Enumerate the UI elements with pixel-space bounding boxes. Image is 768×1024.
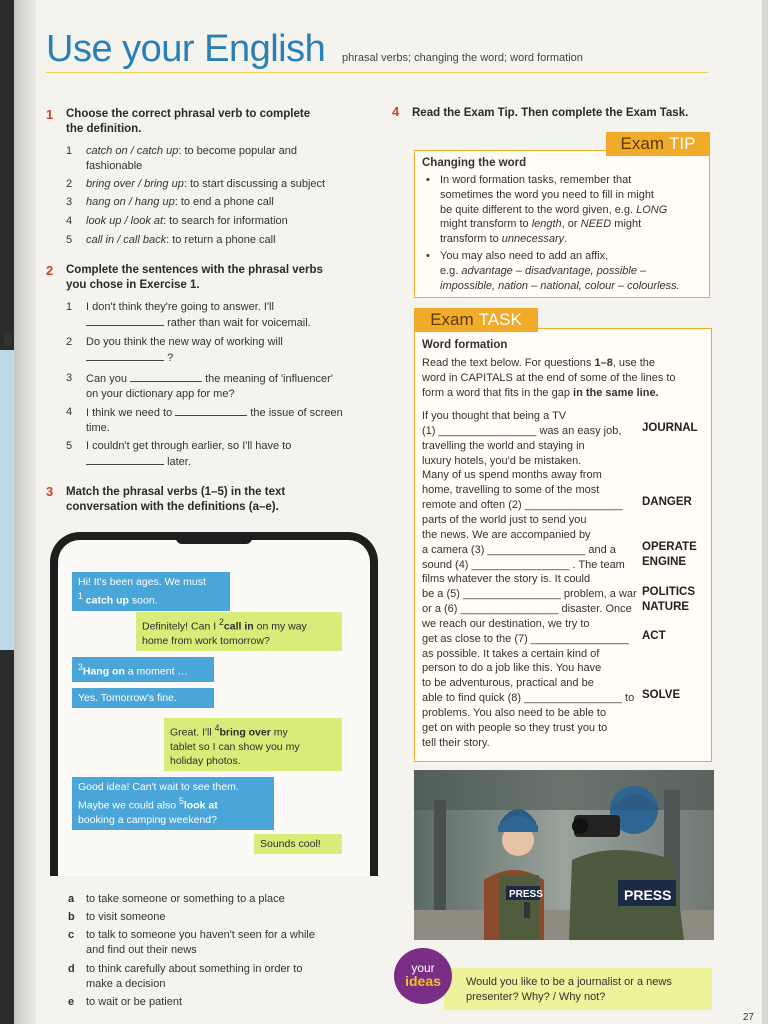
chat-text: tablet so I can show you my (170, 740, 300, 753)
exercise-2-heading (66, 263, 323, 293)
phrasal-verb-choice: look up / look at (86, 215, 164, 227)
chat-bubble-outgoing (164, 718, 342, 771)
tip-text: might transform to (440, 218, 529, 231)
your-ideas-question (466, 975, 672, 1005)
definition-text: fashionable (86, 160, 143, 172)
definition-letter: b (68, 911, 75, 923)
item-number: 2 (66, 178, 73, 190)
chat-superscript: 4 (214, 723, 220, 733)
exam-task-instructions (422, 356, 708, 400)
bullet-icon: • (426, 174, 430, 186)
exercise-1-item (66, 144, 366, 174)
definition-item (68, 962, 368, 992)
tip-text: . (564, 233, 568, 246)
exam-task-heading: Word formation (422, 339, 508, 351)
exercise-4-heading: Read the Exam Tip. Then complete the Exam Task. (412, 107, 689, 119)
phrasal-verb-choice: call in / call back (86, 234, 167, 246)
exercise-2-item (66, 439, 366, 469)
tip-example: advantage – disadvantage, possible – (461, 264, 647, 277)
chat-superscript: 3 (78, 662, 83, 672)
exam-task-line: luxury hotels, you'd be mistaken. (422, 454, 582, 467)
definition-text: : to return a phone call (166, 234, 276, 246)
exercise-2-number: 2 (46, 263, 54, 278)
answer-blank[interactable] (130, 371, 202, 382)
phrasal-verb-choice: catch on / catch up (86, 145, 179, 157)
chat-bubble-incoming (72, 657, 214, 682)
keyword: NATURE (642, 601, 690, 613)
instruction-text: word in CAPITALS at the end of some of the lines to (422, 371, 676, 384)
chat-phrasal-verb: call in (223, 620, 254, 633)
exam-task-label: Exam (430, 310, 474, 329)
chat-bubble-outgoing (136, 612, 342, 651)
exercise-1-heading (66, 107, 310, 137)
exercise-2-item (66, 335, 366, 365)
chat-bubble-incoming (72, 777, 274, 830)
tip-text: In word formation tasks, remember that (440, 174, 632, 186)
exercise-3-heading (66, 485, 285, 515)
exam-task-line: parts of the world just to send you (422, 513, 587, 526)
tip-text: might (614, 218, 642, 231)
exam-task-line: get on with people so they trust you to (422, 721, 608, 734)
badge-text-accent: ideas (405, 973, 441, 989)
tip-text: , or (561, 218, 578, 231)
definition-text: to talk to someone you haven't seen for a while (86, 929, 315, 941)
exam-task-line: we reach our destination, we try to (422, 617, 590, 630)
sentence-text: I think we need to (86, 407, 173, 419)
exercise-1-number: 1 (46, 107, 54, 122)
exercise-2-heading-line: you chose in Exercise 1. (66, 279, 200, 291)
item-number: 4 (66, 215, 73, 227)
tip-text: e.g. (440, 264, 459, 277)
exam-task-line: (1) ________________ was an easy job, (422, 424, 622, 437)
exam-task-line: sound (4) ________________ . The team (422, 558, 625, 571)
chat-text: holiday photos. (170, 754, 241, 767)
chat-text: Good idea! Can't wait to see them. (78, 781, 239, 793)
definition-letter: d (68, 963, 75, 975)
definition-text: to take someone or something to a place (86, 893, 285, 905)
exam-tip-bullet-2 (440, 249, 706, 293)
exercise-1-heading-line: the definition. (66, 123, 142, 135)
chat-text: Yes. Tomorrow's fine. (78, 692, 177, 704)
exercise-3-heading-line: Match the phrasal verbs (1–5) in the text (66, 486, 286, 498)
definition-item (68, 910, 368, 925)
chat-text: soon. (131, 594, 158, 607)
definition-letter: e (68, 996, 75, 1008)
tip-text: sometimes the word you need to fill in might (440, 188, 654, 201)
definition-letter: c (68, 929, 75, 941)
item-number: 1 (66, 145, 73, 157)
exercise-4-number: 4 (392, 104, 400, 119)
tip-text: be quite different to the word given, e.g. (440, 203, 634, 216)
chat-bubble-incoming (72, 688, 214, 708)
instruction-text: Read the text below. For questions (422, 357, 592, 369)
page-subtitle: phrasal verbs; changing the word; word formation (342, 52, 583, 64)
tip-example: length (531, 218, 562, 231)
tip-example: impossible, nation – national, colour – colourless. (440, 279, 680, 292)
answer-blank[interactable] (86, 350, 164, 361)
keyword: POLITICS (642, 586, 696, 598)
chat-text: Sounds cool! (260, 838, 321, 850)
exam-tip-heading: Changing the word (422, 157, 527, 169)
bullet-icon: • (426, 250, 430, 262)
definition-letter: a (68, 893, 75, 905)
chat-phrasal-verb: look at (183, 799, 218, 812)
chat-text: booking a camping weekend? (78, 813, 217, 826)
chat-phrasal-verb: bring over (219, 726, 271, 739)
sentence-text: ? (167, 352, 174, 364)
vest-label: PRESS (624, 887, 672, 903)
exam-task-line: person to do a job like this. You have (422, 662, 602, 675)
vest-label: PRESS (509, 889, 543, 900)
sentence-text: I don't think they're going to answer. I'll (86, 301, 274, 313)
sentence-text: time. (86, 422, 110, 434)
exam-task-line: as possible. It takes a certain kind of (422, 647, 600, 660)
sentence-text: I couldn't get through earlier, so I'll have to (86, 440, 292, 452)
tip-example: LONG (636, 203, 668, 216)
tip-text: You may also need to add an affix, (440, 250, 609, 262)
phone-notch (176, 536, 252, 544)
definition-text: make a decision (86, 978, 166, 990)
instruction-bold: 1–8 (594, 357, 613, 369)
exam-tip-label: Exam (620, 134, 664, 153)
question-text: presenter? Why? / Why not? (466, 990, 606, 1003)
exam-tip-tab (606, 132, 710, 156)
definition-item (68, 892, 368, 907)
phrasal-verb-choice: bring over / bring up (86, 178, 184, 190)
sentence-text: on your dictionary app for me? (86, 388, 235, 400)
exam-tip-label-accent: TIP (669, 134, 696, 153)
sentence-text: Can you (86, 373, 127, 385)
item-number: 3 (66, 372, 73, 384)
item-number: 5 (66, 440, 73, 452)
tip-text: transform to (440, 233, 499, 246)
badge-text: your (411, 961, 435, 975)
chat-phrasal-verb: catch up (85, 594, 129, 607)
chat-text: Maybe we could also (78, 799, 177, 812)
exercise-3-number: 3 (46, 484, 54, 499)
exam-task-line: or a (6) ________________ disaster. Once (422, 603, 632, 616)
exam-task-line: be a (5) ________________ problem, a war (422, 588, 637, 601)
item-number: 5 (66, 234, 73, 246)
item-number: 2 (66, 336, 73, 348)
exercise-1-item (66, 233, 366, 248)
exercise-1-item (66, 195, 366, 210)
definition-text: : to become popular and (178, 145, 297, 157)
chat-superscript: 1 (78, 591, 83, 601)
exam-task-line: problems. You also need to be able to (422, 707, 607, 719)
chat-superscript: 2 (219, 617, 224, 627)
exam-task-label-accent: TASK (478, 310, 522, 329)
exercise-1-heading-line: Choose the correct phrasal verb to complete (66, 108, 311, 120)
question-text: Would you like to be a journalist or a news (466, 976, 672, 988)
answer-blank[interactable] (86, 454, 164, 465)
answer-blank[interactable] (86, 315, 164, 326)
definition-item (68, 995, 368, 1010)
chat-text: my (273, 726, 288, 739)
sentence-text: rather than wait for voicemail. (167, 317, 311, 329)
chat-phrasal-verb: Hang on (82, 665, 125, 678)
page-number: 27 (742, 1012, 754, 1023)
keyword: JOURNAL (642, 422, 698, 434)
sentence-text: the meaning of 'influencer' (205, 373, 333, 385)
keyword: ACT (642, 630, 666, 642)
definition-text: to visit someone (86, 911, 166, 923)
exam-task-line: remote and often (2) ________________ (422, 499, 623, 512)
definition-item (68, 928, 368, 958)
title-rule (46, 72, 708, 73)
exam-tip-bullet-1 (440, 173, 706, 247)
chat-bubble-incoming (72, 572, 230, 611)
journalists-illustration (414, 770, 714, 940)
exercise-3-heading-line: conversation with the definitions (a–e). (66, 501, 279, 513)
item-number: 3 (66, 196, 73, 208)
definition-text: to wait or be patient (86, 996, 183, 1008)
instruction-text: form a word that fits in the gap (422, 386, 570, 399)
keyword: SOLVE (642, 689, 681, 701)
your-ideas-badge (394, 948, 452, 1004)
exam-task-line: travelling the world and staying in (422, 439, 585, 452)
chat-text: Hi! It's been ages. We must (78, 576, 206, 588)
exam-task-line: home, travelling to some of the most (422, 484, 600, 497)
item-number: 1 (66, 301, 73, 313)
exam-task-line: If you thought that being a TV (422, 410, 567, 422)
exam-task-line: films whatever the story is. It could (422, 573, 591, 586)
sentence-text: Do you think the new way of working will (86, 336, 283, 348)
exam-task-line: able to find quick (8) ________________ to (422, 692, 635, 705)
sentence-text: later. (167, 456, 191, 468)
exam-task-line: the news. We are accompanied by (422, 528, 591, 541)
tip-example: NEED (580, 218, 612, 231)
exercise-2-item (66, 300, 366, 330)
exercise-2-item (66, 371, 366, 401)
exam-task-tab (414, 308, 538, 332)
exam-task-line: Many of us spend months away from (422, 469, 602, 482)
exercise-1-item (66, 177, 366, 192)
page-edge (762, 0, 768, 1024)
exercise-1-item (66, 214, 366, 229)
chat-text: home from work tomorrow? (142, 634, 270, 647)
chat-text: on my way (256, 620, 307, 633)
exercise-2-heading-line: Complete the sentences with the phrasal verbs (66, 264, 323, 276)
chat-text: Great. I'll (170, 726, 212, 739)
chat-text: Definitely! Can I (142, 620, 217, 633)
instruction-text: , use the (612, 357, 656, 369)
chat-bubble-outgoing (254, 834, 342, 854)
sentence-text: the issue of screen (250, 407, 343, 419)
item-number: 4 (66, 406, 73, 418)
instruction-bold: in the same line. (573, 386, 659, 399)
page-title: Use your English (46, 28, 326, 70)
journalists-photo (414, 770, 714, 940)
keyword: DANGER (642, 496, 692, 508)
answer-blank[interactable] (175, 405, 247, 416)
definition-text: : to start discussing a subject (183, 178, 326, 190)
chat-text: a moment … (127, 665, 188, 678)
keyword: OPERATE (642, 541, 697, 553)
exam-task-line: get as close to the (7) ________________ (422, 632, 629, 645)
keyword: ENGINE (642, 556, 687, 568)
exam-task-line: tell their story. (422, 736, 490, 749)
chat-superscript: 5 (178, 796, 184, 806)
definition-text: : to search for information (163, 215, 288, 227)
definition-text: and find out their news (86, 944, 197, 956)
exam-task-line: a camera (3) ________________ and a (422, 543, 616, 556)
definition-text: : to end a phone call (174, 196, 274, 208)
exercise-2-item (66, 405, 376, 435)
exam-task-line: to be adventurous, practical and be (422, 677, 594, 690)
tip-example: unnecessary (501, 233, 565, 246)
definition-text: to think carefully about something in order to (86, 963, 303, 975)
phrasal-verb-choice: hang on / hang up (86, 196, 175, 208)
